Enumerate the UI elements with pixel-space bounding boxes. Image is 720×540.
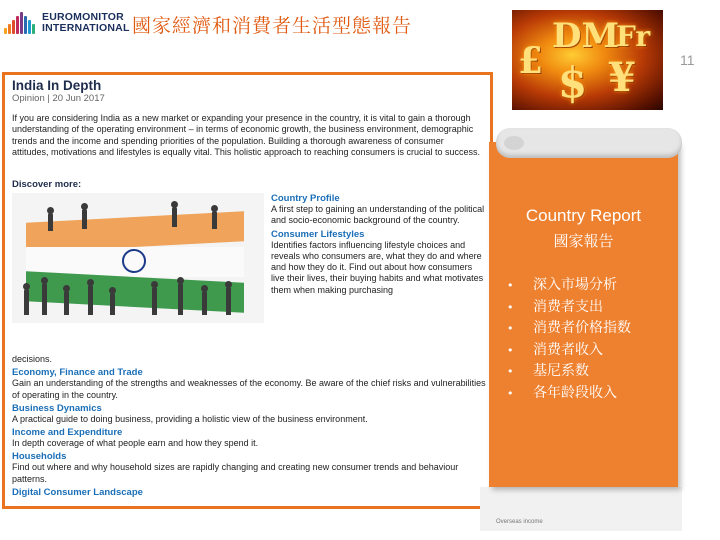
bullet-icon: • — [507, 322, 514, 335]
link-list — [12, 354, 488, 498]
flag-green-stripe — [26, 271, 244, 312]
person-silhouette — [24, 289, 29, 315]
currency-symbol-franc: Fr — [616, 20, 651, 53]
person-silhouette — [88, 285, 93, 315]
person-silhouette — [226, 287, 231, 315]
bullet-icon: • — [507, 279, 514, 292]
list-item-text: 深入市場分析 — [533, 277, 617, 293]
list-item — [507, 361, 631, 383]
report-title: Country Report — [525, 206, 642, 225]
link-income-expenditure[interactable]: Income and Expenditure — [12, 427, 123, 439]
link-country-profile[interactable]: Country Profile — [271, 193, 340, 204]
link-description: A first step to gaining an understanding of the political and socio-economic background of the country. — [271, 204, 485, 226]
bullet-icon: • — [507, 365, 514, 378]
logo-stripes-icon — [4, 12, 38, 34]
list-item — [507, 275, 631, 297]
link-description: Find out where and why household sizes are rapidly changing and creating new consumer trends and behaviour patterns. — [12, 462, 459, 484]
logo-line-2: INTERNATIONAL — [42, 22, 130, 34]
list-item-text: 基尼系数 — [533, 363, 589, 379]
bullet-icon: • — [507, 300, 514, 314]
person-silhouette — [152, 287, 157, 315]
discover-label: Discover more: — [12, 179, 82, 190]
link-consumer-lifestyles[interactable]: Consumer Lifestyles — [271, 228, 365, 240]
list-item — [507, 297, 631, 319]
person-silhouette — [48, 213, 53, 231]
person-silhouette — [110, 293, 115, 315]
list-item — [507, 340, 631, 362]
currency-symbol-yen: ¥ — [608, 54, 636, 101]
person-silhouette — [178, 283, 183, 315]
continuation-text: decisions. — [12, 354, 53, 364]
currency-symbols-image — [512, 10, 663, 110]
link-description: Gain an understanding of the strengths and weaknesses of the economy. Be aware of the chief risks and vulnerabilities of operating in the country. — [12, 378, 486, 400]
person-silhouette — [64, 291, 69, 315]
link-description: In depth coverage of what people earn and how they spend it. — [12, 438, 259, 449]
currency-symbol-dm: DM — [552, 16, 620, 56]
page-number: 11 — [680, 52, 695, 68]
link-households[interactable]: Households — [12, 451, 67, 463]
logo-line-1: EUROMONITOR — [42, 11, 124, 23]
article-intro: If you are considering India as a new market or expanding your presence in the country, it is vital to gain a thorough understanding of the operating environment – in terms of economic growth, the business environment, demographic trends and the income and spending priorities of the population. Building a thorough awareness of consumer attitudes, motivations and lifestyles is equally vital. This holistic approach to reaching consumers is crucial to success. — [12, 113, 481, 157]
person-silhouette — [82, 209, 87, 229]
report-subtitle: 國家報告 — [553, 232, 614, 250]
person-silhouette — [172, 207, 177, 227]
link-economy-finance-trade[interactable]: Economy, Finance and Trade — [12, 367, 143, 379]
list-item-text: 消费者支出 — [533, 298, 603, 315]
link-description: A practical guide to doing business, providing a holistic view of the business environment. — [12, 413, 368, 424]
person-silhouette — [42, 283, 47, 315]
bullet-icon: • — [507, 386, 514, 400]
page-title: 國家經濟和消費者生活型態報告 — [132, 15, 413, 37]
article-title: India In Depth — [12, 78, 102, 93]
article-meta: Opinion | 20 Jun 2017 — [12, 93, 105, 104]
person-silhouette — [202, 291, 207, 315]
link-digital-consumer-landscape[interactable]: Digital Consumer Landscape — [12, 487, 143, 499]
person-silhouette — [212, 211, 217, 229]
article-panel — [2, 72, 493, 509]
currency-symbol-dollar: $ — [558, 58, 588, 107]
ashoka-chakra-icon — [122, 249, 146, 273]
link-description: Identifies factors influencing lifestyle choices and reveals who consumers are, what they do and where and how they do it. Find out about how consumers live their lives, their buying habits and what motivates them when making purchasing — [271, 239, 484, 295]
footer-text: Overseas income — [496, 519, 543, 525]
list-item — [507, 383, 631, 405]
list-item — [507, 318, 631, 340]
scroll-roll-top — [496, 128, 682, 158]
india-flag-crowd-image — [12, 193, 264, 323]
link-business-dynamics[interactable]: Business Dynamics — [12, 402, 102, 414]
list-item-text: 消费者价格指数 — [533, 320, 631, 336]
currency-symbol-pound: £ — [518, 40, 544, 82]
list-item-text: 消费者收入 — [533, 341, 603, 358]
bullet-icon: • — [507, 343, 514, 357]
report-feature-list — [507, 275, 631, 404]
euromonitor-logo — [4, 10, 130, 36]
list-item-text: 各年龄段收入 — [533, 384, 617, 401]
side-link-list — [271, 191, 487, 296]
logo-text — [42, 12, 130, 34]
